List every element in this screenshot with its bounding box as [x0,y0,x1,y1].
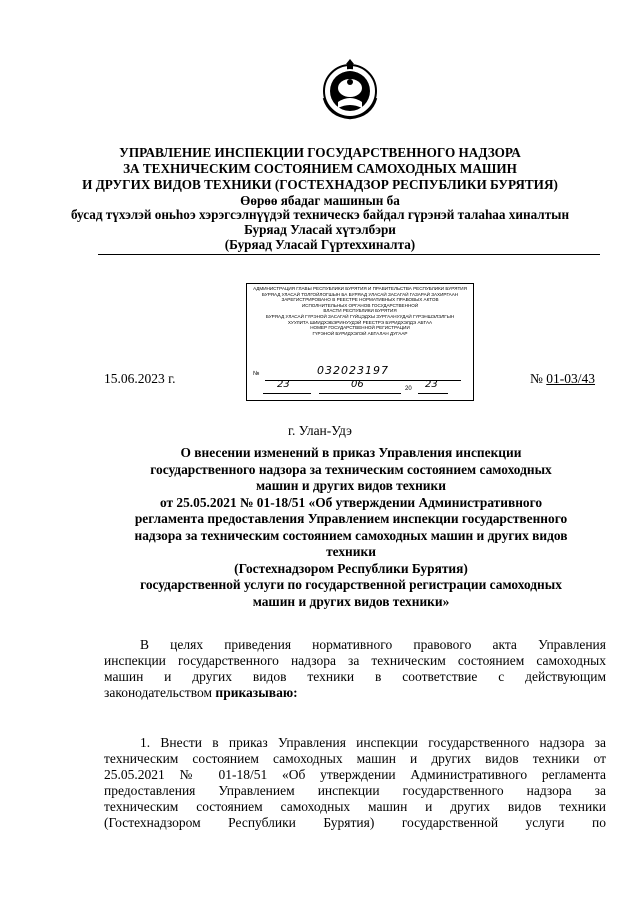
document-number [530,371,595,387]
header-bur-line-2: бусад түхэлэй оньһоэ хэрэгсэлнүүдэй техническэ байдал гүрэнэй талаһаа хиналтын [70,207,570,222]
stamp-line: БУРЯАД УЛАСАЙ ТОЛГОЙЛОГШЫН БА БУРЯАД УЛАСАЙ ЗАСАГАЙ ГАЗАРАЙ ЗАХИРГААН [261,291,459,297]
stamp-underline [418,393,448,394]
city: г. Улан-Удэ [288,423,352,438]
stamp-underline [263,393,311,394]
stamp-line: ХУУЛИТА ШИИДХЭБЭРИНУУДЭЙ РЕЕСТРЭ БУРИДХЭЛДЭ АБТАА [287,319,433,325]
stamp-underline [319,393,401,394]
paragraph-preamble [104,637,606,701]
stamp-line: БУРЯАД УЛАСАЙ ГҮРЭНОЙ ЗАСАГАЙ ГҮЙЦЭДХЫ ЗУРГААНУУДАЙ ГҮРЭНШЭЛЭЛГЫН [265,313,455,319]
body-line: техническим состоянием самоходных машин и других видов техники [104,799,606,814]
body-line: (Гостехнадзором Республики Бурятия) государственной услуги по [104,815,606,830]
header-bur-line-3: Буряад Уласай хүтэлбэри [244,222,396,237]
title-line: О внесении изменений в приказ Управления инспекции [180,445,522,460]
body-line: техническим состоянием самоходных машин и других видов техники от [104,751,606,766]
title-line: техники [326,544,376,559]
body-line [104,685,606,701]
stamp-line: НОМЕР ГОСУДАРСТВЕННОЙ РЕГИСТРАЦИИ [310,325,410,331]
republic-emblem-icon [321,58,379,120]
stamp-month: 06 [351,379,364,390]
header-ru-line-1: УПРАВЛЕНИЕ ИНСПЕКЦИИ ГОСУДАРСТВЕННОГО НАДЗОРА [119,145,521,160]
order-word: приказываю: [215,685,298,700]
stamp-line: АДМИНИСТРАЦИЯ ГЛАВЫ РЕСПУБЛИКИ БУРЯТИЯ И ПРАВИТЕЛЬСТВА РЕСПУБЛИКИ БУРЯТИЯ [253,286,467,291]
document-date: 15.06.2023 г. [104,371,176,386]
stamp-date-row [253,379,465,398]
title-line: (Гостехнадзором Республики Бурятия) [234,560,468,576]
title-line: регламента предоставления Управлением инспекции государственного [134,511,568,526]
title-line: государственной услуги по государственной регистрации самоходных [140,577,562,592]
body-line: предоставления Управлением инспекции государственного надзора за [104,783,606,798]
body-line: машин и других видов техники в соответствие с действующим [104,669,606,684]
header-divider [98,254,600,255]
paragraph-item-1 [104,735,606,831]
header-ru-line-3: И ДРУГИХ ВИДОВ ТЕХНИКИ (ГОСТЕХНАДЗОР РЕСПУБЛИКИ БУРЯТИЯ) [82,177,558,192]
body-line: инспекции государственного надзора за техническим состоянием самоходных [104,653,606,668]
stamp-line: ЗАРЕГИСТРИРОВАНО В РЕЕСТРЕ НОРМАТИВНЫХ ПРАВОВЫХ АКТОВ [281,297,439,303]
title-line: машин и других видов техники [256,478,446,493]
stamp-year: 23 [425,379,438,390]
body-line: 25.05.2021 № 01-18/51 «Об утверждении Административного регламента [104,767,606,782]
stamp-year-prefix: 20 [405,386,412,392]
body-text: законодательством [104,685,216,700]
header-bur-line-1: Өөрөө ябадаг машинын ба [240,193,400,208]
title-line: от 25.05.2021 № 01-18/51 «Об утверждении Административного [159,494,543,510]
number-value: 01-03/43 [546,371,596,386]
title-line: надзора за техническим состоянием самоходных машин и других видов [134,527,568,543]
document-title [96,445,606,610]
header-ru-line-2: ЗА ТЕХНИЧЕСКИМ СОСТОЯНИЕМ САМОХОДНЫХ МАШИН [123,161,517,176]
header-bur-line-4: (Буряад Уласай Гүртеххиналта) [224,237,416,252]
stamp-day: 23 [277,379,290,390]
stamp-no-label: № [253,371,260,377]
body-line: 1. Внести в приказ Управления инспекции государственного надзора за [140,735,606,750]
stamp-line: ГҮРЭНОЙ БУРИДХЭЛЭЙ АБТАЛАН ДУГААР [312,330,408,336]
registration-stamp [246,283,474,401]
stamp-reg-number: 032023197 [317,364,389,377]
title-line: машин и других видов техники» [252,593,450,609]
title-line: государственного надзора за техническим состоянием самоходных [150,461,552,477]
number-prefix: № [530,371,547,386]
stamp-line: ИСПОЛНИТЕЛЬНЫХ ОРГАНОВ ГОСУДАРСТВЕННОЙ [301,302,419,308]
stamp-line: ВЛАСТИ РЕСПУБЛИКИ БУРЯТИЯ [323,308,397,314]
body-line: В целях приведения нормативного правового акта Управления [140,637,606,652]
